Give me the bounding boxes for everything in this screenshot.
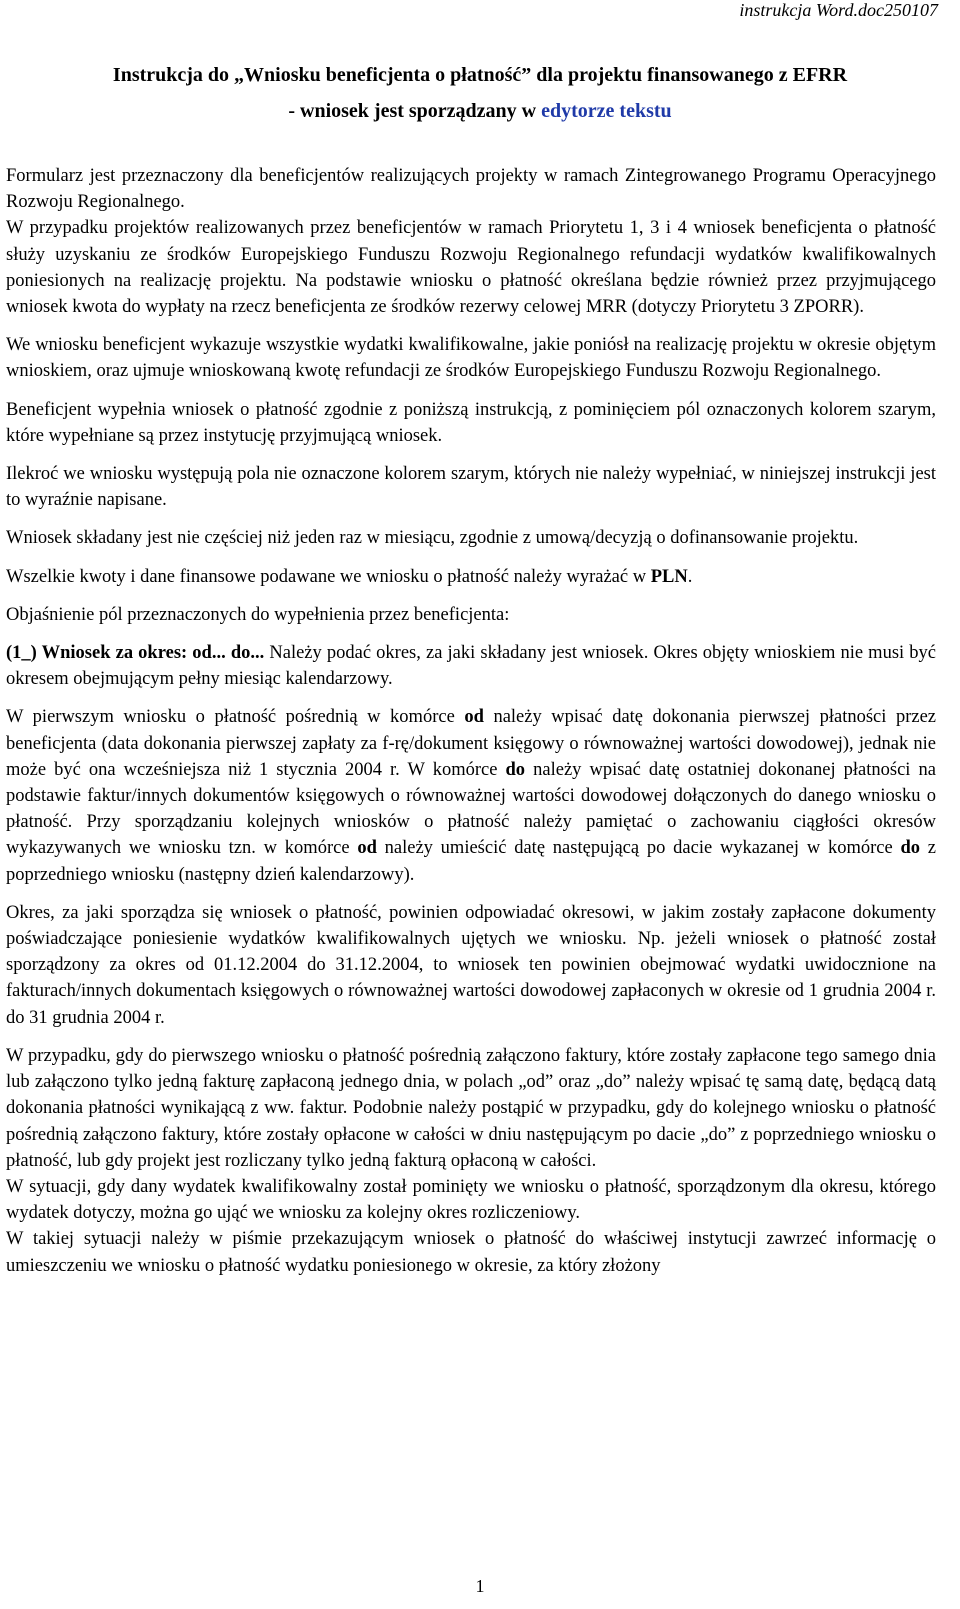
subtitle-highlight: edytorze tekstu: [541, 100, 672, 122]
paragraph: [6, 640, 936, 692]
text-span: z poprzedniego wniosku (następny dzień kalendarzowy).: [6, 838, 936, 885]
bold-term: do: [900, 838, 920, 859]
text-span: należy wpisać datę dokonania pierwszej płatności przez beneficjenta (data dokonania pierwszej zapłaty za f-rę/dokument księgowy o równoważnej wartości dowodowej), jednak nie może być ona wcześniejsza niż 1 stycznia 2004 r. W komórce: [6, 707, 937, 780]
field-heading: (1_) Wniosek za okres: od... do...: [6, 643, 265, 664]
text-span: W pierwszym wniosku o płatność pośrednią w komórce: [6, 707, 465, 728]
paragraph: W przypadku projektów realizowanych przez beneficjentów w ramach Priorytetu 1, 3 i 4 wniosek beneficjenta o płatność służy uzyskaniu ze środków Europejskiego Funduszu Rozwoju Regionalnego refundacji wydatków kwalifikowalnych poniesionych na realizację projektu. Na podstawie wniosku o płatność określana będzie również przez przyjmującego wniosek kwota do wypłaty na rzecz beneficjenta ze środków rezerwy celowej MRR (dotyczy Priorytetu 3 ZPORR).: [6, 218, 936, 318]
bold-term: od: [464, 707, 484, 728]
text-span: Wszelkie kwoty i dane finansowe podawane we wniosku o płatność należy wyrażać w: [6, 566, 651, 587]
paragraph: W sytuacji, gdy dany wydatek kwalifikowalny został pominięty we wniosku o płatność, sporządzonym dla okresu, którego wydatek dotyczy, można go ująć we wniosku za kolejny okres rozliczeniowy.: [6, 1176, 936, 1224]
document-subtitle: [0, 100, 960, 123]
bold-term: od: [357, 838, 377, 859]
paragraph: W takiej sytuacji należy w piśmie przekazującym wniosek o płatność do właściwej instytucji zawrzeć informację o umieszczeniu we wniosku o płatność wydatku poniesionego w okresie, za który złożony: [6, 1229, 936, 1276]
currency-bold: PLN: [650, 566, 688, 587]
paragraph: Beneficjent wypełnia wniosek o płatność zgodnie z poniższą instrukcją, z pominięciem pól oznaczonych kolorem szarym, które wypełniane są przez instytucję przyjmującą wniosek.: [6, 399, 936, 446]
page-number: 1: [475, 1576, 485, 1596]
paragraph: Ilekroć we wniosku występują pola nie oznaczone kolorem szarym, których nie należy wypełniać, w niniejszej instrukcji jest to wyraźnie napisane.: [6, 464, 936, 511]
paragraph: Wniosek składany jest nie częściej niż jeden raz w miesiącu, zgodnie z umową/decyzją o dofinansowanie projektu.: [6, 528, 859, 549]
paragraph: Objaśnienie pól przeznaczonych do wypełnienia przez beneficjenta:: [6, 604, 510, 625]
paragraph: [6, 564, 936, 590]
paragraph: We wniosku beneficjent wykazuje wszystkie wydatki kwalifikowalne, jakie poniósł na realizację projektu w okresie objętym wnioskiem, oraz ujmuje wnioskowaną kwotę refundacji ze środków Europejskiego Funduszu Rozwoju Regionalnego.: [6, 335, 936, 382]
document-title: Instrukcja do „Wniosku beneficjenta o płatność” dla projektu finansowanego z EFRR: [112, 64, 848, 86]
text-span: należy wpisać datę ostatniej dokonanej płatności na podstawie faktur/innych dokumentów księgowych o równoważnej wartości dowodowej dołączonych do danego wniosku o płatność. Przy sporządzaniu kolejnych wniosków o płatność należy pamiętać o zachowaniu ciągłości okresów wykazywanych we wniosku tzn. w komórce: [6, 759, 936, 859]
header-file-label: instrukcja Word.doc250107: [739, 0, 938, 20]
paragraph: W przypadku, gdy do pierwszego wniosku o płatność pośrednią załączono faktury, które zostały zapłacone tego samego dnia lub załączono tylko jedną fakturę zapłaconą jednego dnia, w polach „od” oraz „do” należy wpisać tę samą datę, będącą datą dokonania płatności wynikającą z ww. faktur. Podobnie należy postąpić w przypadku, gdy do kolejnego wniosku o płatność pośrednią załączono faktury, które zostały opłacone w całości w dniu następującym po dacie „do” z poprzedniego wniosku o płatność, lub gdy projekt jest rozliczany tylko jedną fakturą opłaconą w całości.: [6, 1045, 936, 1171]
paragraph: Okres, za jaki sporządza się wniosek o płatność, powinien odpowiadać okresowi, w jakim zostały zapłacone dokumenty poświadczające poniesienie wydatków kwalifikowalnych ujętych we wniosku. Np. jeżeli wniosek o płatność został sporządzony za okres od 01.12.2004 do 31.12.2004, to wniosek ten powinien obejmować wydatki uwidocznione na fakturach/innych dokumentach księgowych o równoważnej wartości dowodowej zapłaconych w okresie od 1 grudnia 2004 r. do 31 grudnia 2004 r.: [6, 902, 936, 1028]
paragraph: Formularz jest przeznaczony dla beneficjentów realizujących projekty w ramach Zintegrowanego Programu Operacyjnego Rozwoju Regionalnego.: [6, 166, 936, 213]
subtitle-prefix: - wniosek jest sporządzany w: [288, 100, 542, 122]
text-span: należy umieścić datę następującą po dacie wykazanej w komórce: [376, 838, 901, 859]
paragraph: [6, 704, 936, 887]
bold-term: do: [505, 759, 526, 780]
text-span: Należy podać okres, za jaki składany jest wniosek. Okres objęty wnioskiem nie musi być okresem obejmującym pełny miesiąc kalendarzowy.: [6, 643, 936, 690]
document-body: [6, 163, 936, 1279]
text-span: .: [687, 566, 693, 587]
